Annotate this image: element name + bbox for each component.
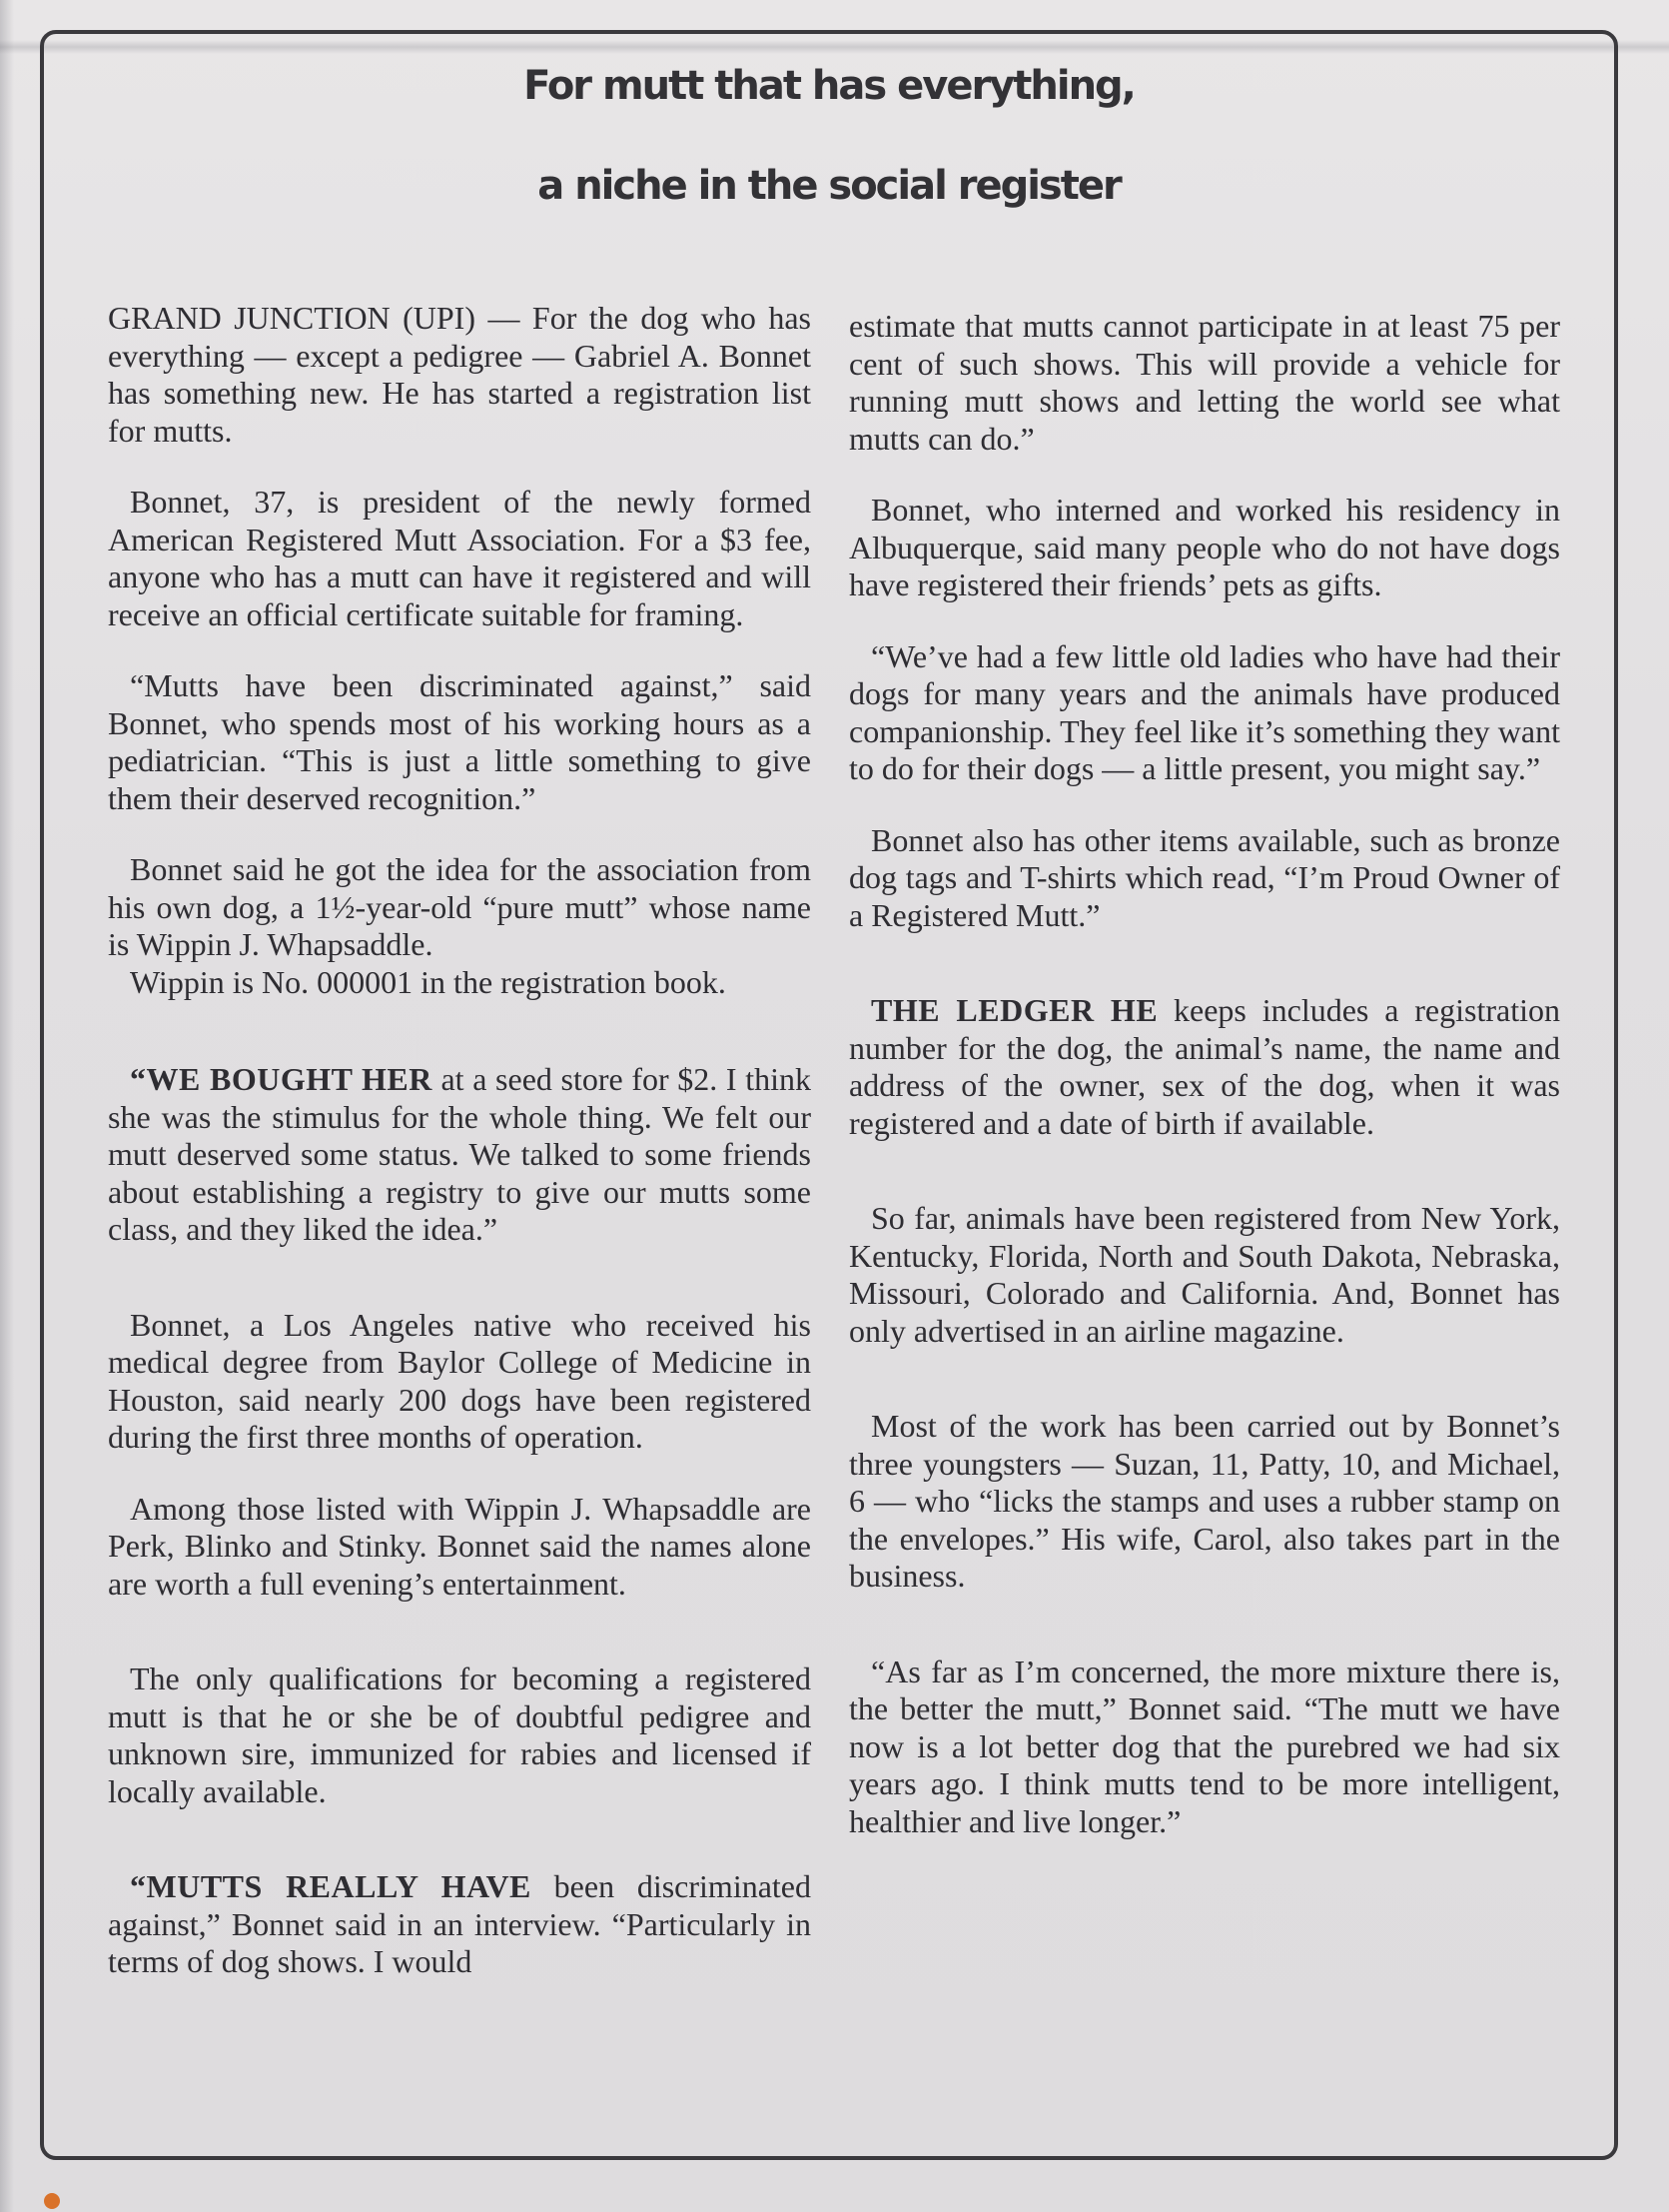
left-column	[108, 300, 811, 2015]
paragraph: “As far as I’m concerned, the more mixture there is, the better the mutt,” Bonnet said. “The mutt we have now is a lot better dog that the purebred we had six years ago. I think mutts tend to be more intelligent, healthier and live longer.”	[849, 1653, 1560, 1839]
paragraph	[108, 1868, 811, 1981]
paragraph: Bonnet, a Los Angeles native who received his medical degree from Baylor College of Medicine in Houston, said nearly 200 dogs have been registered during the first three months of operation.	[108, 1306, 811, 1455]
paragraph	[849, 992, 1560, 1142]
paragraph: So far, animals have been registered from New York, Kentucky, Florida, North and South Dakota, Nebraska, Missouri, Colorado and California. And, Bonnet has only advertised in an airline magazine.	[849, 1200, 1560, 1349]
paragraph-body: at a seed store for $2. I think she was the stimulus for the whole thing. We felt our mutt deserved some status. We talked to some friends about establishing a registry to give our mutts some class, and they liked the idea.”	[108, 1061, 812, 1247]
paragraph: Bonnet, 37, is president of the newly formed American Registered Mutt Association. For a $3 fee, anyone who has a mutt can have it registered and will receive an official certificate suitable for framing.	[108, 484, 811, 632]
paragraph: Most of the work has been carried out by Bonnet’s three youngsters — Suzan, 11, Patty, 10, and Michael, 6 — who “licks the stamps and uses a rubber stamp on the envelopes.” His wife, Carol, also takes part in the business.	[849, 1408, 1560, 1594]
headline-line-2: a niche in the social register	[537, 163, 1121, 209]
paragraph: Bonnet, who interned and worked his residency in Albuquerque, said many people who do not have dogs have registered their friends’ pets as gifts.	[849, 492, 1560, 602]
paper-stain	[44, 2193, 60, 2209]
paragraph: Wippin is No. 000001 in the registration book.	[130, 963, 726, 1000]
paragraph-body: been discriminated against,” Bonnet said in an interview. “Particularly in terms of dog shows. I would	[108, 1868, 811, 1979]
paragraph: Bonnet also has other items available, such as bronze dog tags and T-shirts which read, “I’m Proud Owner of a Registered Mutt.”	[849, 821, 1560, 933]
paragraph: Among those listed with Wippin J. Whapsaddle are Perk, Blinko and Stinky. Bonnet said the names alone are worth a full evening’s entertainment.	[108, 1490, 811, 1602]
paragraph: The only qualifications for becoming a registered mutt is that he or she be of doubtful pedigree and unknown sire, immunized for rabies and licensed if locally available.	[108, 1660, 811, 1809]
paragraph-lead-in: “WE BOUGHT HER	[130, 1061, 432, 1097]
paragraph-lead-in: THE LEDGER HE	[871, 992, 1159, 1028]
article-headline	[60, 36, 1598, 236]
right-column	[849, 308, 1560, 1874]
paper-edge-shadow	[0, 0, 14, 2212]
paragraph: “Mutts have been discriminated against,” said Bonnet, who spends most of his working hours as a pediatrician. “This is just a little something to give them their deserved recognition.”	[108, 667, 811, 816]
paragraph-lead-in: “MUTTS REALLY HAVE	[130, 1868, 531, 1904]
paragraph: “We’ve had a few little old ladies who have had their dogs for many years and the animals have produced companionship. They feel like it’s something they want to do for their dogs — a little present, you might say.”	[849, 637, 1560, 786]
paragraph: estimate that mutts cannot participate in at least 75 per cent of such shows. This will provide a vehicle for running mutt shows and letting the world see what mutts can do.”	[849, 308, 1560, 457]
paragraph: GRAND JUNCTION (UPI) — For the dog who has everything — except a pedigree — Gabriel A. Bonnet has something new. He has started a registration list for mutts.	[108, 300, 811, 449]
paragraph-body: keeps includes a registration number for the dog, the animal’s name, the name and address of the owner, sex of the dog, when it was registered and a date of birth if available.	[849, 992, 1560, 1141]
paragraph: Bonnet said he got the idea for the association from his own dog, a 1½-year-old “pure mutt” whose name is Wippin J. Whapsaddle.	[108, 851, 811, 962]
headline-line-1: For mutt that has everything,	[523, 63, 1135, 109]
paragraph	[108, 1061, 811, 1249]
